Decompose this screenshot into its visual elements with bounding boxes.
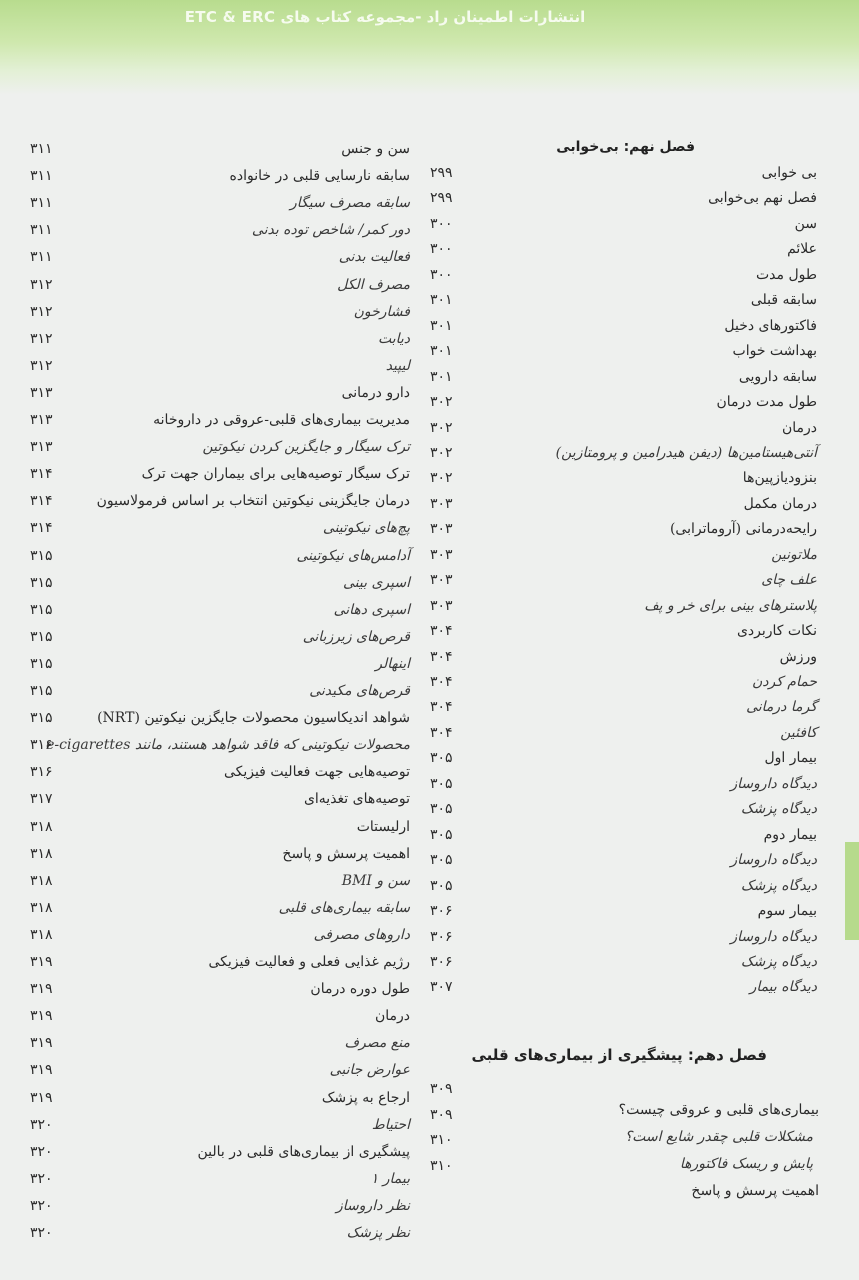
toc-entry-title: طول دوره درمان: [310, 981, 410, 998]
toc-entry-title: درمان: [374, 1008, 410, 1025]
chapter9-entry: کافئین: [780, 724, 817, 741]
chapter9-entry: فصل نهم بی‌خوابی: [708, 190, 817, 207]
toc-entry-page: ۳۱۵: [30, 628, 53, 645]
chapter9-entry: دیدگاه پزشک: [740, 953, 817, 970]
toc-entry-title: توصیه‌های تغذیه‌ای: [303, 791, 410, 808]
chapter9-page-number: ۳۰۹: [430, 1106, 453, 1123]
toc-entry-page: ۳۱۵: [30, 574, 53, 591]
chapter9-entry: علف چای: [761, 572, 817, 589]
chapter9-entry: دیدگاه پزشک: [740, 801, 817, 818]
toc-entry-title: پیشگیری از بیماری‌های قلبی در بالین: [197, 1143, 410, 1160]
toc-entry-page: ۳۱۴: [30, 520, 53, 537]
chapter9-page-number: ۳۰۵: [430, 750, 453, 767]
chapter9-entry: آنتی‌هیستامین‌ها (دیفن هیدرامین و پرومتازین): [555, 444, 817, 461]
toc-entry-title: قرص‌های زیرزبانی: [302, 628, 410, 645]
toc-entry-page: ۳۱۱: [30, 141, 53, 157]
toc-entry-title: مدیریت بیماری‌های قلبی-عروقی در داروخانه: [153, 412, 410, 428]
chapter9-page-number: ۳۰۴: [430, 724, 453, 741]
chapter9-entry: بهداشت خواب: [732, 343, 817, 360]
toc-entry-page: ۳۱۱: [30, 249, 53, 266]
toc-entry-page: ۳۱۵: [30, 547, 53, 564]
toc-entry-title: سابقه بیماری‌های قلبی: [278, 899, 410, 916]
chapter9-entry: ملاتونین: [771, 546, 817, 563]
toc-entry-title: احتیاط: [371, 1116, 410, 1133]
chapter9-entry: سابقه دارویی: [738, 368, 817, 385]
toc-entry-page: ۳۲۰: [30, 1116, 53, 1133]
toc-entry-page: ۳۱۸: [30, 845, 53, 862]
chapter9-entry: بنزودیازپین‌ها: [742, 470, 817, 487]
toc-entry-title: رژیم غذایی فعلی و فعالیت فیزیکی: [208, 954, 410, 970]
toc-entry-page: ۳۱۲: [30, 276, 53, 293]
chapter9-entry: علائم: [787, 241, 817, 258]
toc-entry-page: ۳۲۰: [30, 1197, 53, 1214]
chapter10-entry: پایش و ریسک فاکتورها: [679, 1156, 813, 1172]
chapter9-entry: بیمار اول: [764, 750, 817, 767]
toc-entry-title: نظر پزشک: [346, 1225, 410, 1241]
chapter9-entry: طول مدت: [755, 266, 817, 283]
toc-entry-title: پچ‌های نیکوتینی: [322, 520, 410, 537]
toc-entry-title: ترک سیگار توصیه‌هایی برای بیماران جهت ترک: [141, 466, 410, 483]
toc-entry-page: ۳۱۸: [30, 899, 53, 916]
toc-entry-page: ۳۱۷: [30, 791, 53, 808]
chapter9-entry: دیدگاه بیمار: [749, 979, 817, 996]
toc-entry-page: ۳۱۹: [30, 1089, 53, 1106]
toc-entry-page: ۳۱۶: [30, 737, 53, 754]
running-header: انتشارات اطمینان راد -مجموعه کتاب های ETC & ERC: [184, 8, 586, 26]
chapter9-entry: گرما درمانی: [746, 699, 817, 716]
toc-entry-title: دیابت: [377, 330, 410, 347]
chapter10-entry: مشکلات قلبی چقدر شایع است؟: [624, 1129, 813, 1145]
chapter9-page-number: ۳۰۴: [430, 674, 453, 690]
toc-entry-title: عوارض جانبی: [329, 1062, 410, 1079]
chapter9-page-number: ۳۰۶: [430, 928, 453, 945]
toc-entry-page: ۳۱۲: [30, 303, 53, 320]
chapter9-page-number: ۳۱۰: [430, 1157, 453, 1174]
toc-entry-title: دارو درمانی: [341, 384, 410, 401]
toc-entry-title: سن و BMI: [341, 872, 410, 889]
chapter9-page-number: ۳۰۶: [430, 953, 453, 970]
toc-entry-page: ۳۱۸: [30, 926, 53, 943]
toc-entry-title: سابقه مصرف سیگار: [290, 195, 410, 212]
toc-entry-title: لیپید: [385, 357, 410, 374]
chapter9-entry: طول مدت درمان: [716, 394, 817, 411]
toc-entry-title: بیمار ۱: [370, 1170, 410, 1187]
toc-entry-title: اسپری دهانی: [333, 601, 410, 618]
toc-entry-title: سابقه نارسایی قلبی در خانواده: [229, 168, 410, 185]
toc-entry-title: درمان جایگزینی نیکوتین انتخاب بر اساس فرمولاسیون: [96, 493, 410, 510]
chapter9-entry: درمان مکمل: [743, 495, 817, 512]
chapter10-entry: بیماری‌های قلبی و عروقی چیست؟: [618, 1102, 819, 1118]
chapter9-entry: رایحه‌درمانی (آروماترابی): [669, 521, 817, 538]
toc-entry-page: ۳۲۰: [30, 1170, 53, 1187]
chapter9-page-number: ۳۰۵: [430, 877, 453, 894]
chapter9-entry: ورزش: [779, 648, 817, 665]
toc-entry-title: منع مصرف: [344, 1035, 410, 1052]
toc-entry-page: ۳۱۱: [30, 168, 53, 185]
toc-entry-title: اهمیت پرسش و پاسخ: [282, 845, 410, 862]
toc-entry-title: ارجاع به پزشک: [321, 1089, 410, 1106]
toc-entry-page: ۳۱۹: [30, 1008, 53, 1025]
toc-entry-page: ۳۱۹: [30, 1035, 53, 1052]
chapter9-page-number: ۳۰۵: [430, 852, 453, 869]
chapter9-page-number: ۳۰۵: [430, 801, 453, 818]
chapter9-page-number: ۳۰۴: [430, 699, 453, 716]
chapter9-entry: دیدگاه داروساز: [730, 775, 817, 792]
toc-entry-page: ۳۱۳: [30, 412, 53, 428]
toc-entry-page: ۳۱۶: [30, 764, 53, 781]
toc-entry-page: ۳۱۵: [30, 655, 53, 672]
toc-entry-page: ۳۱۵: [30, 710, 53, 727]
toc-entry-page: ۳۱۸: [30, 818, 53, 835]
chapter9-page-number: ۳۰۰: [430, 266, 453, 283]
chapter9-page-number: ۳۰۱: [430, 292, 453, 309]
toc-entry-title: شواهد اندیکاسیون محصولات جایگزین نیکوتین (NRT): [97, 710, 410, 727]
toc-entry-page: ۳۱۲: [30, 357, 53, 374]
chapter9-page-number: ۳۰۰: [430, 215, 453, 232]
chapter9-entry: دیدگاه داروساز: [730, 928, 817, 945]
toc-entry-title: اسپری بینی: [343, 574, 410, 591]
toc-entry-page: ۳۱۴: [30, 493, 53, 510]
toc-entry-page: ۳۱۹: [30, 981, 53, 998]
toc-entry-page: ۳۲۰: [30, 1225, 53, 1241]
chapter9-page-number: ۳۰۳: [430, 572, 453, 589]
chapter9-page-number: ۲۹۹: [430, 190, 453, 207]
chapter10-entry: اهمیت پرسش و پاسخ: [691, 1183, 819, 1199]
toc-entry-page: ۳۲۰: [30, 1143, 53, 1160]
chapter9-page-number: ۳۰۳: [430, 521, 453, 538]
chapter9-page-number: ۳۰۲: [430, 470, 453, 487]
chapter9-entry: سن: [794, 215, 817, 232]
toc-entry-page: ۳۱۳: [30, 384, 53, 401]
toc-entry-title: دور کمر/ شاخص توده بدنی: [251, 222, 410, 239]
chapter9-entry: بیمار سوم: [757, 903, 817, 920]
chapter9-heading: فصل نهم: بی‌خوابی: [556, 139, 695, 155]
chapter9-page-number: ۳۰۰: [430, 241, 453, 258]
toc-entry-title: داروهای مصرفی: [313, 926, 410, 943]
toc-entry-page: ۳۱۲: [30, 330, 53, 347]
chapter9-page-number: ۳۰۲: [430, 394, 453, 411]
chapter9-page-number: ۳۰۶: [430, 903, 453, 920]
toc-entry-title: محصولات نیکوتینی که فاقد شواهد هستند، مانند e-cigarettes: [46, 737, 410, 754]
chapter9-page-number: ۳۰۷: [430, 979, 453, 996]
toc-entry-title: توصیه‌هایی جهت فعالیت فیزیکی: [223, 764, 410, 781]
toc-entry-title: سن و جنس: [341, 141, 410, 157]
toc-entry-title: فعالیت بدنی: [338, 249, 410, 266]
chapter9-entry: دیدگاه داروساز: [730, 852, 817, 869]
toc-entry-title: قرص‌های مکیدنی: [309, 683, 410, 699]
chapter9-page-number: ۳۰۳: [430, 597, 453, 614]
chapter9-entry: بی خوابی: [761, 165, 817, 181]
chapter9-entry: نکات کاربردی: [736, 623, 817, 640]
chapter9-page-number: ۳۰۳: [430, 495, 453, 512]
chapter9-page-number: ۳۰۵: [430, 826, 453, 843]
chapter9-page-number: ۳۰۲: [430, 444, 453, 461]
toc-entry-title: ترک سیگار و جایگزین کردن نیکوتین: [202, 439, 410, 456]
chapter9-page-number: ۳۰۵: [430, 775, 453, 792]
chapter9-entry: بیمار دوم: [763, 826, 817, 843]
chapter9-page-number: ۳۰۴: [430, 648, 453, 665]
toc-entry-title: نظر داروساز: [336, 1197, 410, 1214]
chapter9-page-number: ۳۰۹: [430, 1081, 453, 1098]
chapter9-page-number: ۲۹۹: [430, 165, 453, 181]
chapter9-entry: فاکتورهای دخیل: [724, 317, 817, 334]
toc-entry-title: اینهالر: [375, 655, 410, 672]
toc-entry-title: فشارخون: [353, 303, 410, 320]
chapter9-entry: سابقه قبلی: [750, 292, 817, 309]
chapter9-entry: درمان: [781, 419, 817, 436]
chapter9-entry: دیدگاه پزشک: [740, 877, 817, 894]
toc-entry-title: ارلیستات: [356, 818, 410, 835]
chapter9-page-number: ۳۱۰: [430, 1132, 453, 1149]
toc-entry-page: ۳۱۱: [30, 222, 53, 239]
chapter9-entry: پلاسترهای بینی برای خر و پف: [644, 597, 817, 614]
toc-entry-page: ۳۱۵: [30, 683, 53, 699]
chapter9-page-number: ۳۰۱: [430, 317, 453, 334]
toc-entry-title: مصرف الکل: [337, 276, 410, 293]
toc-entry-page: ۳۱۹: [30, 954, 53, 970]
chapter9-page-number: ۳۰۳: [430, 546, 453, 563]
toc-entry-page: ۳۱۳: [30, 439, 53, 456]
chapter10-heading: فصل دهم: پیشگیری از بیماری‌های قلبی: [471, 1046, 767, 1064]
toc-entry-page: ۳۱۴: [30, 466, 53, 483]
chapter9-page-number: ۳۰۱: [430, 343, 453, 360]
toc-entry-title: آدامس‌های نیکوتینی: [296, 547, 410, 564]
chapter9-page-number: ۳۰۱: [430, 368, 453, 385]
chapter9-entry: حمام کردن: [751, 674, 817, 690]
toc-entry-page: ۳۱۵: [30, 601, 53, 618]
toc-entry-page: ۳۱۹: [30, 1062, 53, 1079]
chapter9-page-number: ۳۰۲: [430, 419, 453, 436]
chapter9-page-number: ۳۰۴: [430, 623, 453, 640]
toc-entry-page: ۳۱۱: [30, 195, 53, 212]
toc-entry-page: ۳۱۸: [30, 872, 53, 889]
